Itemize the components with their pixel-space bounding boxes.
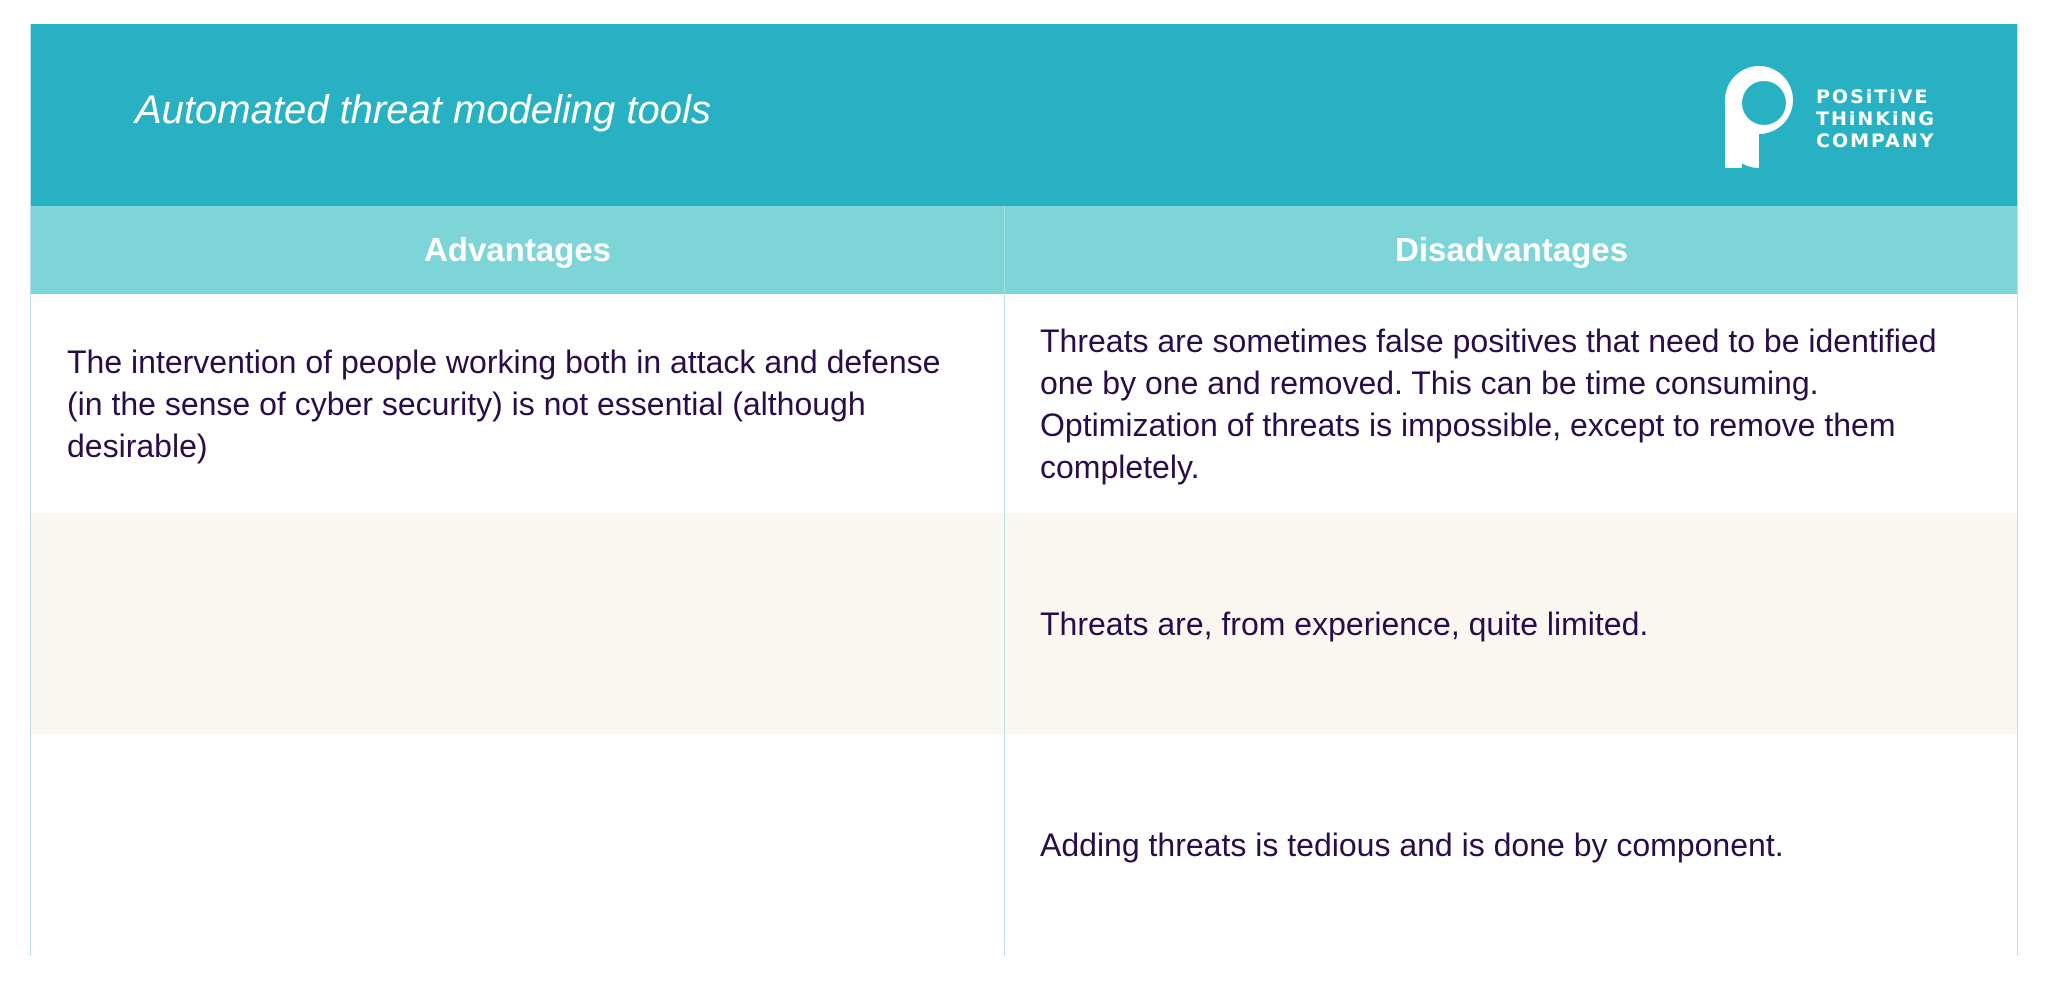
disadvantage-cell: [1005, 294, 2019, 513]
company-logo: [1725, 66, 1965, 168]
title-banner: [31, 24, 2017, 206]
page-title: Automated threat modeling tools: [135, 88, 711, 132]
advantage-cell: [31, 513, 1004, 734]
positive-thinking-logo-icon: [1725, 66, 1801, 168]
disadvantage-text: Threats are, from experience, quite limited.: [1040, 605, 1649, 642]
advantage-cell: [31, 734, 1004, 956]
disadvantage-text: Adding threats is tedious and is done by component.: [1040, 827, 1784, 863]
column-header-disadvantages: Disadvantages: [1395, 231, 1628, 268]
disadvantage-text: Threats are sometimes false positives that need to be identified one by one and removed. This can be time consuming. Optimization of threats is impossible, except to remove them completely.: [1040, 322, 1937, 485]
disadvantage-cell: [1005, 734, 2019, 956]
table-row: [31, 513, 2017, 734]
advantage-cell: [31, 294, 1004, 513]
column-divider: [1004, 294, 1005, 956]
table-header-row: [31, 206, 2017, 294]
logo-line-3: COMPANY: [1816, 130, 1936, 152]
slide-frame: [30, 24, 2018, 956]
disadvantage-cell: [1005, 513, 2019, 734]
logo-line-2: THiNKiNG: [1816, 108, 1937, 130]
logo-line-1: POSiTiVE: [1816, 86, 1930, 108]
table-row: [31, 294, 2017, 513]
advantage-text: The intervention of people working both in attack and defense (in the sense of cyber security) is not essential (although desirable): [67, 343, 941, 464]
table-row: [31, 734, 2017, 956]
logo-wordmark: [1816, 86, 1936, 152]
column-header-advantages: Advantages: [423, 231, 612, 268]
